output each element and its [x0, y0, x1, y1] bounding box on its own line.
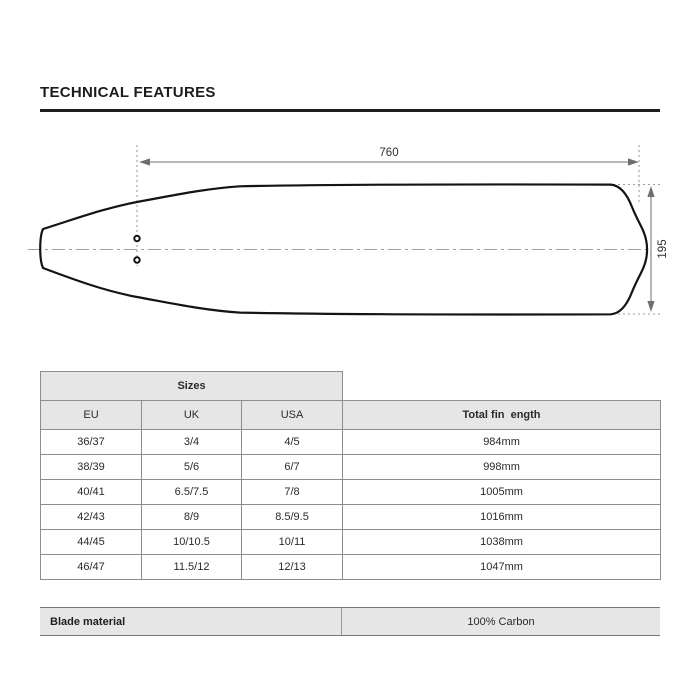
sizes-group-header: Sizes [41, 372, 343, 401]
cell-usa: 7/8 [242, 480, 343, 505]
arrowhead-up-icon [647, 186, 654, 197]
cell-eu: 38/39 [41, 455, 142, 480]
blade-material-row [40, 607, 660, 636]
cell-total: 984mm [343, 430, 661, 455]
sizes-table [40, 371, 661, 580]
cell-eu: 44/45 [41, 530, 142, 555]
cell-total: 1047mm [343, 555, 661, 580]
cell-eu: 40/41 [41, 480, 142, 505]
cell-total: 1016mm [343, 505, 661, 530]
cell-uk: 5/6 [142, 455, 242, 480]
cell-usa: 6/7 [242, 455, 343, 480]
cell-usa: 4/5 [242, 430, 343, 455]
header-spacer-cell [343, 372, 661, 401]
length-dimension-label: 760 [379, 147, 399, 159]
column-header-eu: EU [41, 401, 142, 430]
blade-material-label: Blade material [40, 608, 342, 635]
cell-uk: 8/9 [142, 505, 242, 530]
cell-uk: 10/10.5 [142, 530, 242, 555]
arrowhead-down-icon [647, 301, 654, 312]
column-header-usa: USA [242, 401, 343, 430]
title-divider [40, 109, 660, 112]
blade-material-value: 100% Carbon [467, 615, 535, 628]
table-row [41, 455, 661, 480]
mount-hole-bottom [134, 257, 139, 262]
cell-uk: 11.5/12 [142, 555, 242, 580]
cell-total: 1005mm [343, 480, 661, 505]
width-dimension-label: 195 [657, 239, 669, 259]
cell-usa: 12/13 [242, 555, 343, 580]
page-title: TECHNICAL FEATURES [40, 84, 216, 101]
cell-eu: 36/37 [41, 430, 142, 455]
column-header-total-length: Total fin ength [343, 401, 661, 430]
cell-usa: 8.5/9.5 [242, 505, 343, 530]
arrowhead-left-icon [139, 158, 150, 165]
cell-uk: 6.5/7.5 [142, 480, 242, 505]
table-row [41, 530, 661, 555]
arrowhead-right-icon [628, 158, 639, 165]
table-row [41, 480, 661, 505]
mount-hole-top [134, 236, 139, 241]
fin-blade-diagram [0, 130, 700, 365]
cell-total: 998mm [343, 455, 661, 480]
cell-eu: 42/43 [41, 505, 142, 530]
cell-total: 1038mm [343, 530, 661, 555]
cell-uk: 3/4 [142, 430, 242, 455]
column-header-uk: UK [142, 401, 242, 430]
table-row [41, 430, 661, 455]
table-row [41, 505, 661, 530]
table-row [41, 555, 661, 580]
cell-eu: 46/47 [41, 555, 142, 580]
cell-usa: 10/11 [242, 530, 343, 555]
